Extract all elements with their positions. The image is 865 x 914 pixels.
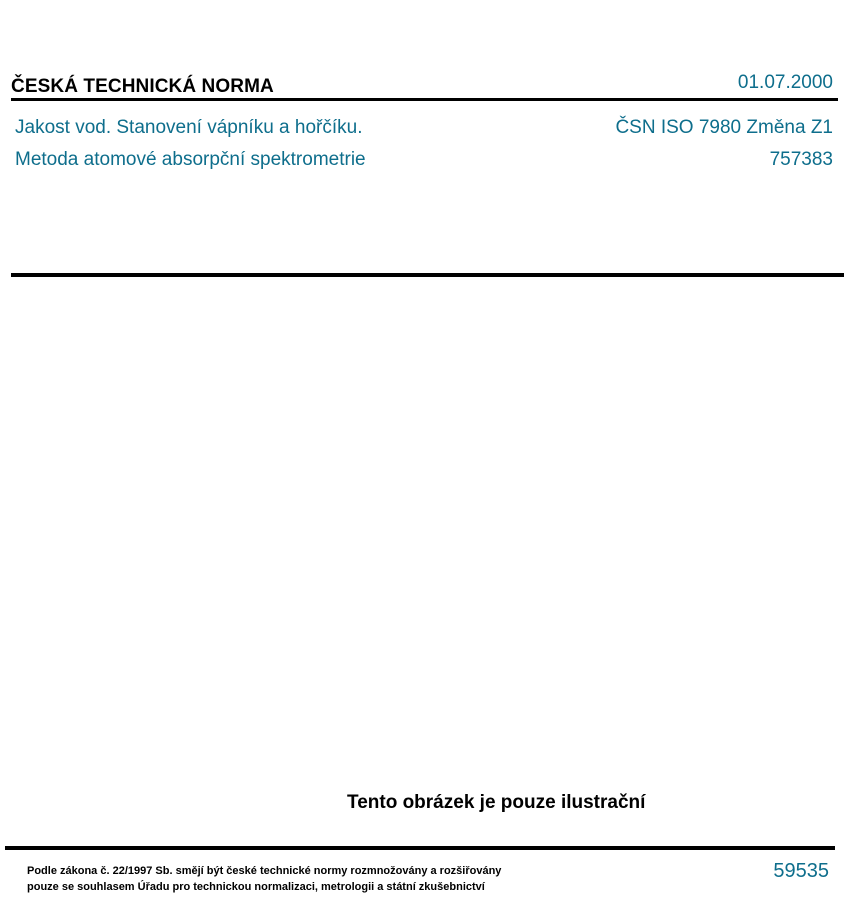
legal-notice-line-2: pouze se souhlasem Úřadu pro technickou normalizaci, metrologii a státní zkušebnictví <box>27 881 485 893</box>
legal-notice <box>27 863 501 895</box>
title-block-divider <box>11 273 844 277</box>
catalog-number: 59535 <box>773 860 829 882</box>
standard-title-line-1: Jakost vod. Stanovení vápníku a hořčíku. <box>15 117 363 138</box>
standard-title-line-2: Metoda atomové absorpční spektrometrie <box>15 149 366 170</box>
publication-date: 01.07.2000 <box>737 72 833 93</box>
footer-divider <box>5 846 835 850</box>
header-divider <box>11 98 838 101</box>
document-header-title: ČESKÁ TECHNICKÁ NORMA <box>11 76 274 97</box>
illustration-disclaimer: Tento obrázek je pouze ilustrační <box>347 792 646 813</box>
standard-designation: ČSN ISO 7980 Změna Z1 <box>615 117 833 138</box>
legal-notice-line-1: Podle zákona č. 22/1997 Sb. smějí být české technické normy rozmnožovány a rozšiřovány <box>27 865 502 877</box>
standard-class-number: 757383 <box>769 149 833 170</box>
